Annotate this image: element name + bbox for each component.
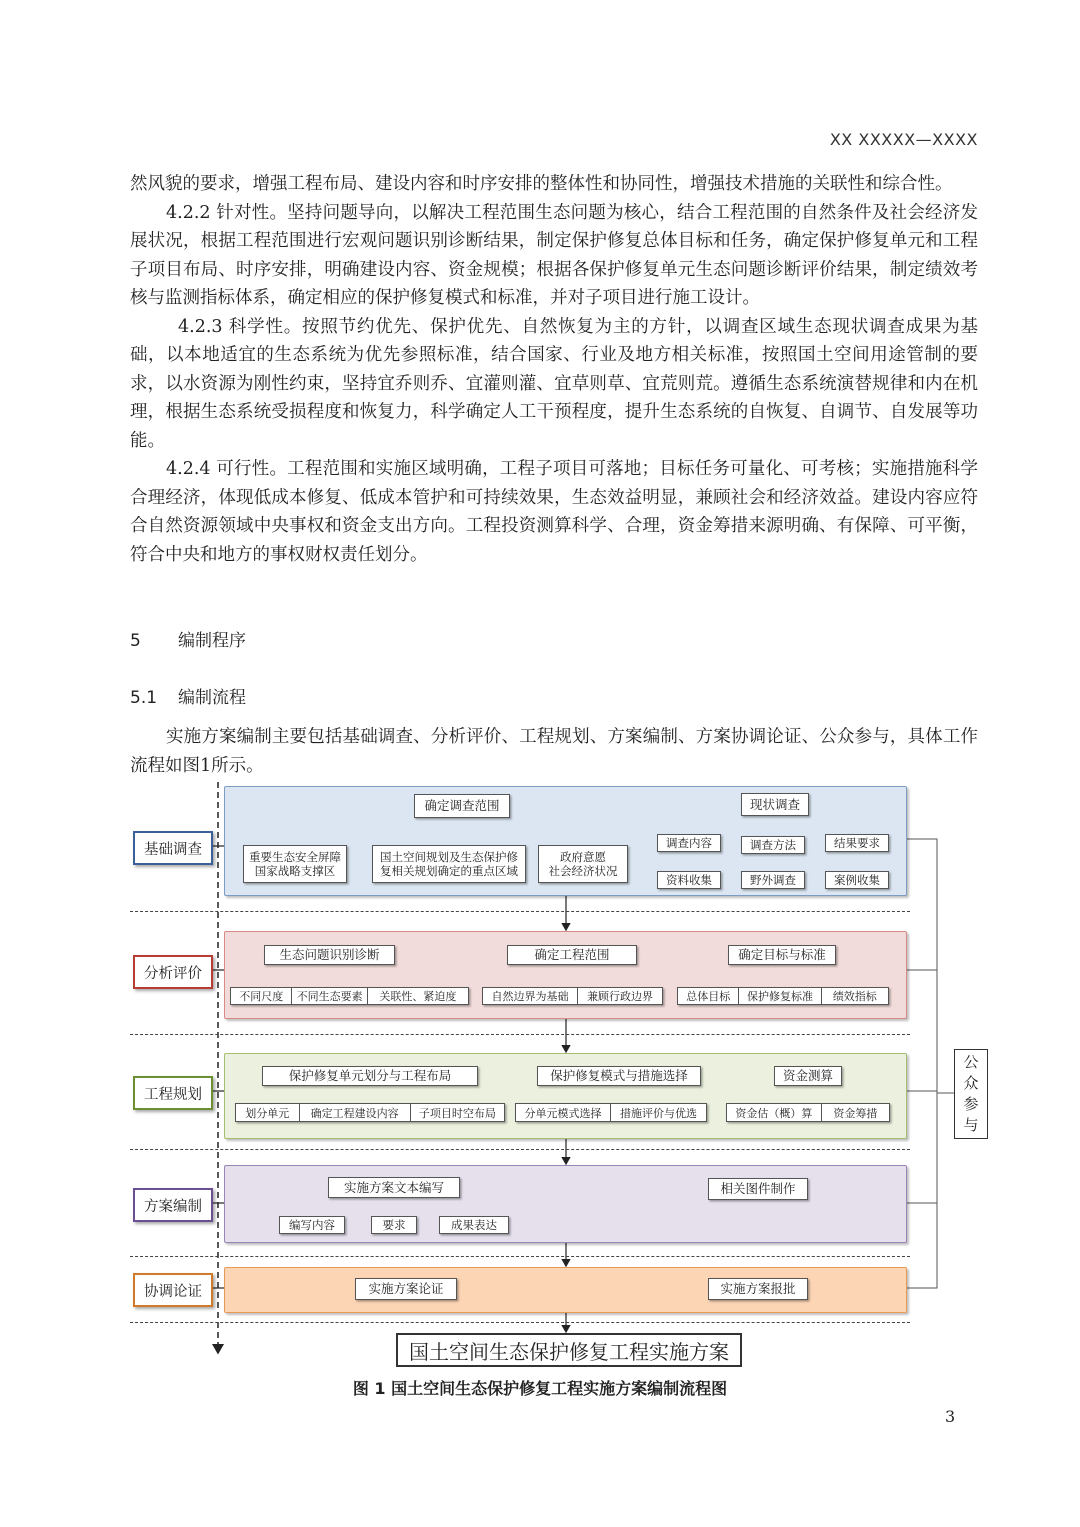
ecological-problem-diagnosis: 生态问题识别诊断 <box>264 945 395 965</box>
stage-divider <box>130 911 910 912</box>
restoration-standard: 保护修复标准 <box>739 988 821 1004</box>
fund-raising: 资金筹措 <box>833 1106 878 1120</box>
different-ecological-elements: 不同生态要素 <box>292 988 367 1004</box>
final-implementation-plan: 国土空间生态保护修复工程实施方案 <box>396 1333 742 1367</box>
field-survey: 野外调查 <box>741 871 805 889</box>
plan-text-writing: 实施方案文本编写 <box>328 1177 460 1198</box>
divide-units: 划分单元 <box>236 1104 300 1121</box>
stage-label-investigation: 基础调查 <box>133 831 213 865</box>
paragraph: 4.2.3 科学性。按照节约优先、保护优先、自然恢复为主的方针，以调查区域生态现状调查成果为基础，以本地适宜的生态系统为优先参照标准，结合国家、行业及地方相关标准，按照国土空间用途管制的要求，以水资源为刚性约束，坚持宜乔则乔、宜灌则灌、宜草则草、宜荒则荒。遵循生态系统演替规律和内在机理，根据生态系统受损程度和恢复力，科学确定人工干预程度，提升生态系统的自恢复、自调节、自发展等功能。 <box>130 316 978 451</box>
analysis-group-diagnosis <box>230 987 469 1005</box>
planning-group-units <box>235 1103 505 1122</box>
public-participation-char: 众 <box>963 1074 979 1092</box>
survey-method: 调查方法 <box>741 836 805 854</box>
unit-division-layout: 保护修复单元划分与工程布局 <box>262 1066 478 1086</box>
area-key-planning-region: 国土空间规划及生态保护修 复相关规划确定的重点区域 <box>372 845 526 883</box>
paragraph: 然风貌的要求，增强工程布局、建设内容和时序安排的整体性和协同性，增强技术措施的关联性和综合性。 <box>130 174 953 194</box>
paragraph: 4.2.4 可行性。工程范围和实施区域明确，工程子项目可落地；目标任务可量化、可考核；实施措施科学合理经济，体现低成本修复、低成本管护和可持续效果，生态效益明显，兼顾社会和经济效益。建设内容应符合自然资源领域中央事权和资金支出方向。工程投资测算科学、合理，资金筹措来源明确、有保障、可平衡，符合中央和地方的事权财权责任划分。 <box>130 459 978 565</box>
case-collection: 案例收集 <box>825 871 889 889</box>
determine-project-scope: 确定工程范围 <box>507 945 637 965</box>
public-participation-char: 参 <box>963 1095 979 1113</box>
area-ecological-barrier: 重要生态安全屏障 国家战略支撑区 <box>243 845 347 883</box>
different-scales: 不同尺度 <box>231 988 292 1004</box>
paragraph: 4.2.2 针对性。坚持问题导向，以解决工程范围生态问题为核心，结合工程范围的自然条件及社会经济发展状况，根据工程范围进行宏观问题识别诊断结果，制定保护修复总体目标和任务，确定保护修复单元和工程子项目布局、时序安排，明确建设内容、资金规模；根据各保护修复单元生态问题诊断评价结果，制定绩效考核与监测指标体系，确定相应的保护修复模式和标准，并对子项目进行施工设计。 <box>130 202 978 308</box>
section-number: 5.1 <box>130 688 158 708</box>
stage-label-analysis: 分析评价 <box>133 955 213 989</box>
determine-goals-standards: 确定目标与标准 <box>728 945 836 965</box>
page-number: 3 <box>945 1407 956 1426</box>
stage-label-drafting: 方案编制 <box>133 1188 213 1222</box>
public-participation-char: 与 <box>963 1116 979 1134</box>
unit-mode-selection: 分单元模式选择 <box>516 1104 611 1121</box>
survey-result-requirement: 结果要求 <box>825 834 889 852</box>
survey-content: 调查内容 <box>657 834 721 852</box>
document-code: XX XXXXX—XXXX <box>829 130 978 149</box>
intro-paragraph: 实施方案编制主要包括基础调查、分析评价、工程规划、方案编制、方案协调论证、公众参与，具体工作流程如图1所示。 <box>130 727 978 776</box>
natural-boundary-basis: 自然边界为基础 <box>483 988 578 1004</box>
fund-budget: 资金估（概）算 <box>727 1104 822 1121</box>
area-government-intent: 政府意愿 社会经济状况 <box>538 845 628 883</box>
plan-demonstration: 实施方案论证 <box>355 1278 457 1300</box>
result-expression: 成果表达 <box>439 1216 509 1234</box>
stage-label-review: 协调论证 <box>133 1273 213 1307</box>
status-survey: 现状调查 <box>741 793 809 816</box>
performance-indicator: 绩效指标 <box>832 990 877 1003</box>
mode-measure-selection: 保护修复模式与措施选择 <box>537 1066 701 1086</box>
construction-content: 确定工程建设内容 <box>300 1104 411 1121</box>
determine-survey-scope: 确定调查范围 <box>414 794 510 818</box>
subproject-layout: 子项目时空布局 <box>418 1106 496 1120</box>
relevance-urgency: 关联性、紧迫度 <box>379 990 457 1003</box>
figure-caption: 图 1 国土空间生态保护修复工程实施方案编制流程图 <box>352 1379 728 1398</box>
stage-divider <box>130 1034 910 1035</box>
related-map-production: 相关图件制作 <box>708 1178 808 1200</box>
public-participation-char: 公 <box>963 1053 979 1071</box>
section-title: 编制程序 <box>178 631 246 651</box>
writing-content: 编写内容 <box>279 1216 345 1234</box>
planning-group-modes <box>515 1103 707 1122</box>
administrative-boundary: 兼顾行政边界 <box>586 990 653 1003</box>
analysis-group-goals <box>677 987 889 1005</box>
plan-submission-approval: 实施方案报批 <box>708 1278 808 1300</box>
requirements: 要求 <box>371 1216 417 1234</box>
measure-evaluation: 措施评价与优选 <box>620 1106 697 1120</box>
analysis-group-scope <box>482 987 663 1005</box>
section-number: 5 <box>130 631 141 651</box>
overall-goal: 总体目标 <box>678 988 739 1004</box>
stage-divider <box>130 1256 910 1257</box>
stage-label-planning: 工程规划 <box>133 1076 213 1110</box>
data-collection: 资料收集 <box>657 871 721 889</box>
public-participation <box>954 1049 988 1139</box>
planning-group-funds <box>726 1103 890 1122</box>
fund-estimation: 资金测算 <box>774 1066 842 1086</box>
section-title: 编制流程 <box>178 688 246 708</box>
stage-divider <box>130 1322 910 1323</box>
stage-divider <box>130 1149 910 1150</box>
